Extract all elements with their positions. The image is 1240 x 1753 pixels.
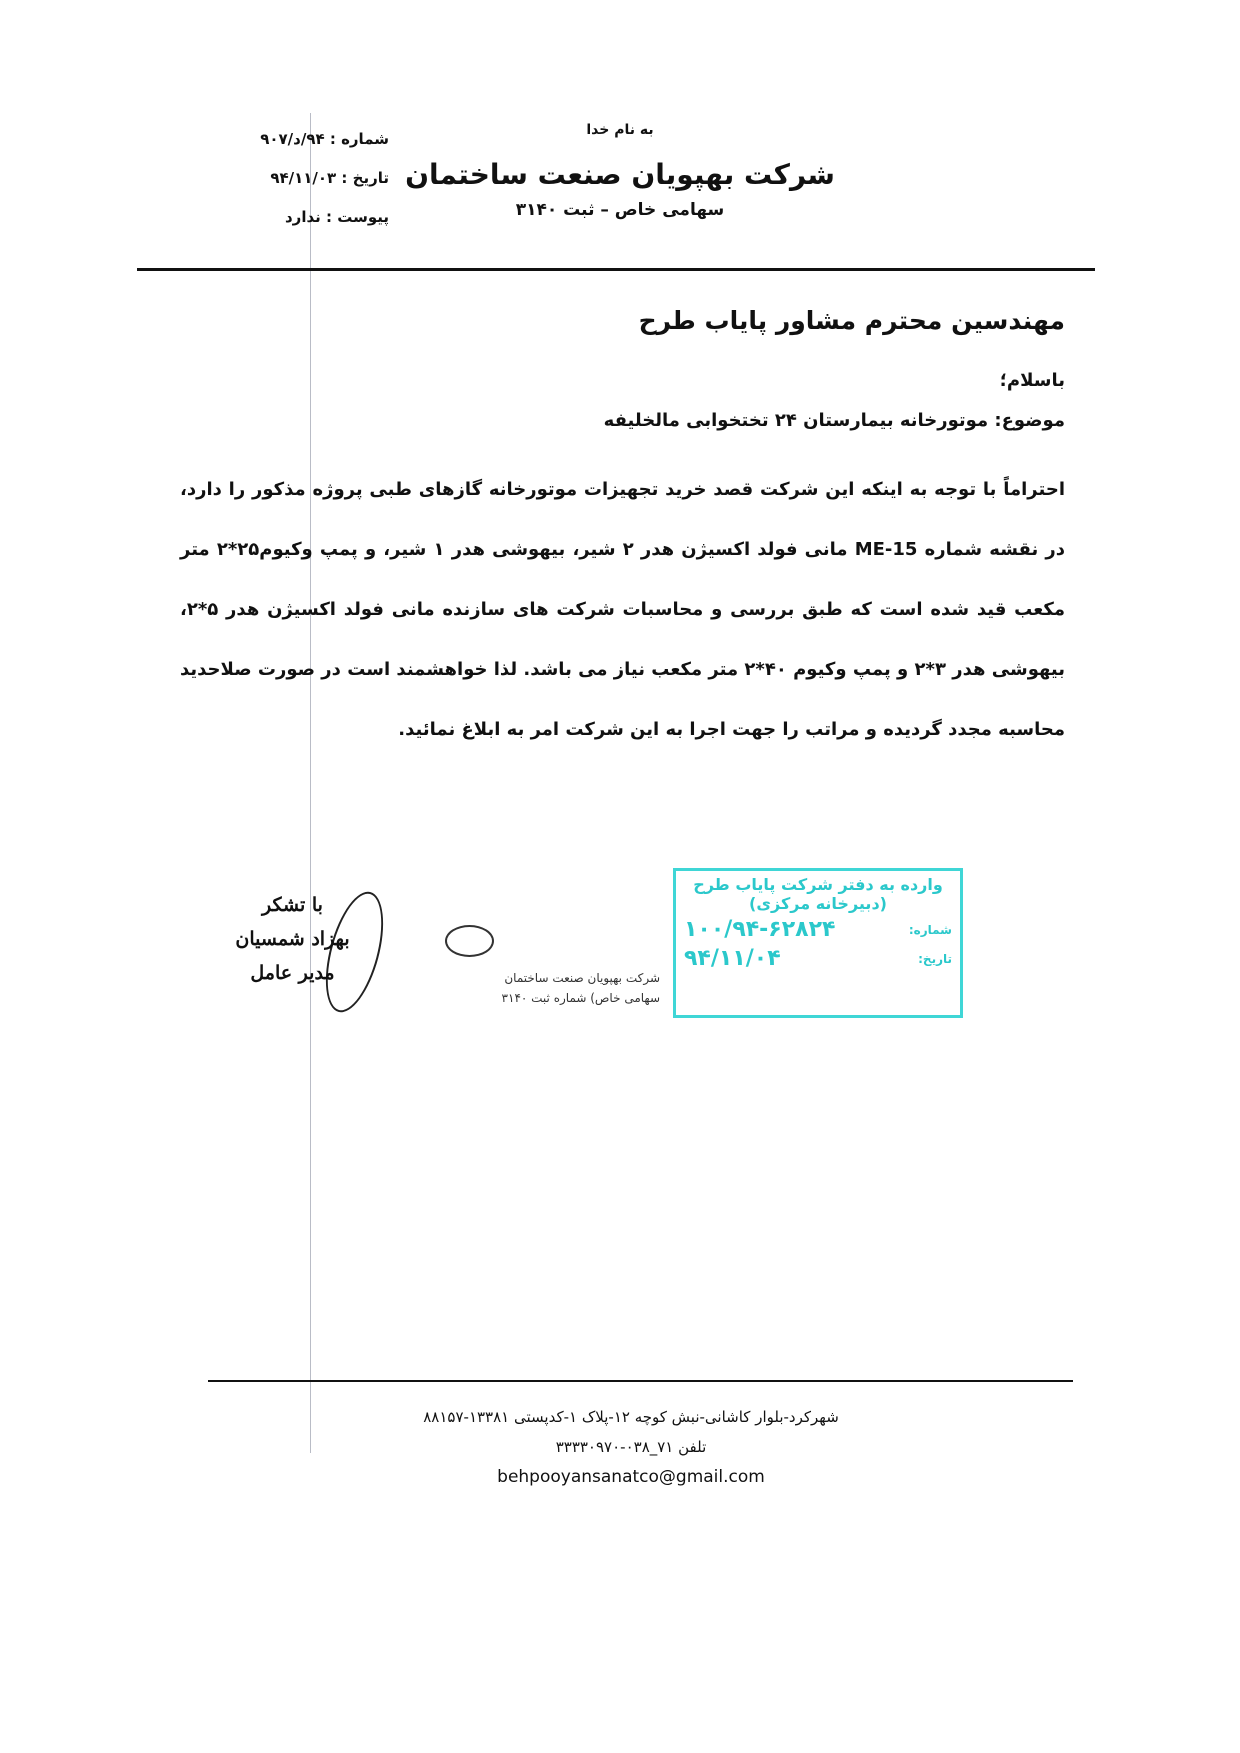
stamp-number-row xyxy=(684,917,952,942)
signatory-name: بهزاد شمسیان xyxy=(235,928,350,950)
stamp-line-1: وارده به دفتر شرکت پایاب طرح xyxy=(693,875,943,894)
greeting: باسلام؛ xyxy=(999,370,1065,391)
letter-attachment: پیوست : ندارد xyxy=(284,208,389,226)
stamp-date-value: ۹۴/۱۱/۰۴ xyxy=(684,946,781,971)
subject: موضوع: موتورخانه بیمارستان ۲۴ تختخوابی مالخلیفه xyxy=(603,410,1065,431)
signature-block xyxy=(200,888,385,990)
signatory-title: مدیر عامل xyxy=(250,962,335,984)
basmala: به نام خدا xyxy=(586,122,654,138)
company-seal-icon xyxy=(445,925,494,957)
letter-date: تاریخ : ۹۴/۱۱/۰۳ xyxy=(270,169,389,187)
footer-phone: تلفن ۷۱_۰۳۸-۳۳۳۳۰۹۷۰ xyxy=(555,1438,707,1456)
company-name: شرکت بهپویان صنعت ساختمان xyxy=(405,158,835,191)
letter-number: شماره : ۹۴/د/۹۰۷ xyxy=(260,130,389,148)
recipient: مهندسین محترم مشاور پایاب طرح xyxy=(638,306,1065,335)
seal-line-1: شرکت بهپویان صنعت ساختمان xyxy=(504,971,660,985)
footer-divider xyxy=(208,1380,1073,1382)
scan-artifact-line xyxy=(310,113,311,1453)
company-subtitle: سهامی خاص – ثبت ۳۱۴۰ xyxy=(515,200,725,220)
letter-body: احتراماً با توجه به اینکه این شرکت قصد خرید تجهیزات موتورخانه گازهای طبی پروژه مذکور را دارد، در نقشه شماره ME-15 مانی فولد اکسیژن هدر ۲ شیر، بیهوشی هدر ۱ شیر، و پمپ وکیوم۲۵*۲ متر مکعب قید شده است که طبق بررسی و محاسبات شرکت های سازنده مانی فولد اکسیژن هدر ۵*۲، بیهوشی هدر ۳*۲ و پمپ وکیوم ۴۰*۲ متر مکعب نیاز می باشد. لذا خواهشمند است در صورت صلاحدید محاسبه مجدد گردیده و مراتب را جهت اجرا به این شرکت امر به ابلاغ نمائید. xyxy=(180,479,1065,740)
stamp-line-2: (دبیرخانه مرکزی) xyxy=(749,894,887,913)
stamp-date-label: تاریخ: xyxy=(918,951,952,966)
company-seal xyxy=(395,968,660,1008)
stamp-date-row xyxy=(684,946,952,971)
footer-email[interactable]: behpooyansanatco@gmail.com xyxy=(497,1467,765,1487)
signature-closing: با تشکر xyxy=(262,894,323,916)
footer-address: شهرکرد-بلوار کاشانی-نبش کوچه ۱۲-پلاک ۱-کدپستی ۱۳۳۸۱-۸۸۱۵۷ xyxy=(423,1408,839,1426)
stamp-number-label: شماره: xyxy=(908,922,952,937)
seal-line-2: سهامی خاص) شماره ثبت ۳۱۴۰ xyxy=(501,991,660,1005)
header-divider xyxy=(137,268,1095,271)
stamp-number-value: ۱۰۰/۹۴-۶۲۸۲۴ xyxy=(684,917,836,942)
received-stamp xyxy=(673,868,963,1018)
letter-meta xyxy=(189,120,389,237)
